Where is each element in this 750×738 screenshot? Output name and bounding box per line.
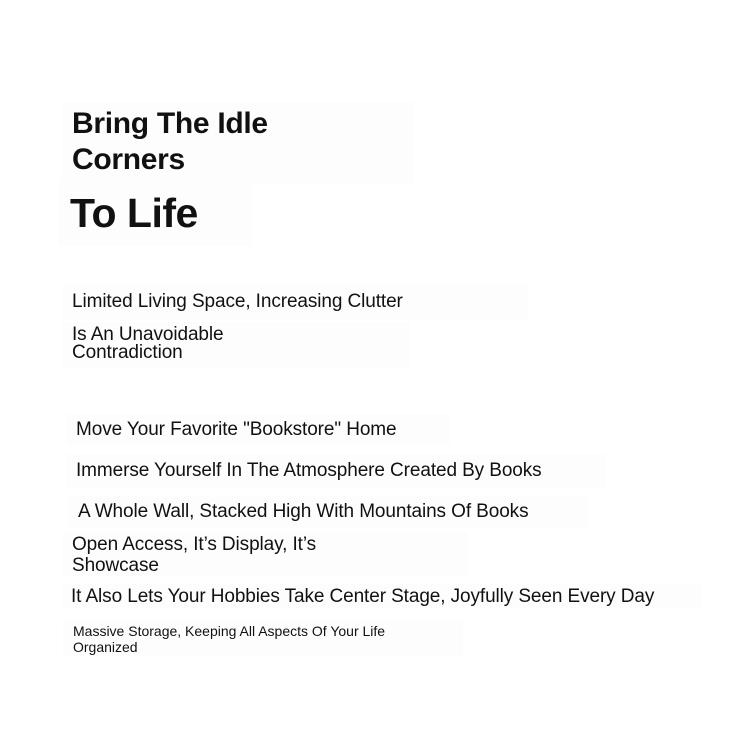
feature-massive-storage: Massive Storage, Keeping All Aspects Of Your Life Organized (63, 621, 463, 656)
intro-line-2: Is An Unavoidable Contradiction (62, 322, 410, 367)
heading-line-2: To Life (58, 182, 252, 246)
feature-book-atmosphere: Immerse Yourself In The Atmosphere Created By Books (66, 454, 606, 487)
feature-bookstore-home: Move Your Favorite "Bookstore" Home (66, 414, 450, 445)
feature-wall-of-books: A Whole Wall, Stacked High With Mountains Of Books (68, 495, 588, 528)
feature-hobbies-center-stage: It Also Lets Your Hobbies Take Center Stage, Joyfully Seen Every Day (62, 584, 702, 609)
intro-line-1: Limited Living Space, Increasing Clutter (62, 284, 528, 319)
feature-open-display: Open Access, It’s Display, It’s Showcase (62, 532, 468, 577)
heading-line-1: Bring The Idle Corners (62, 102, 414, 184)
